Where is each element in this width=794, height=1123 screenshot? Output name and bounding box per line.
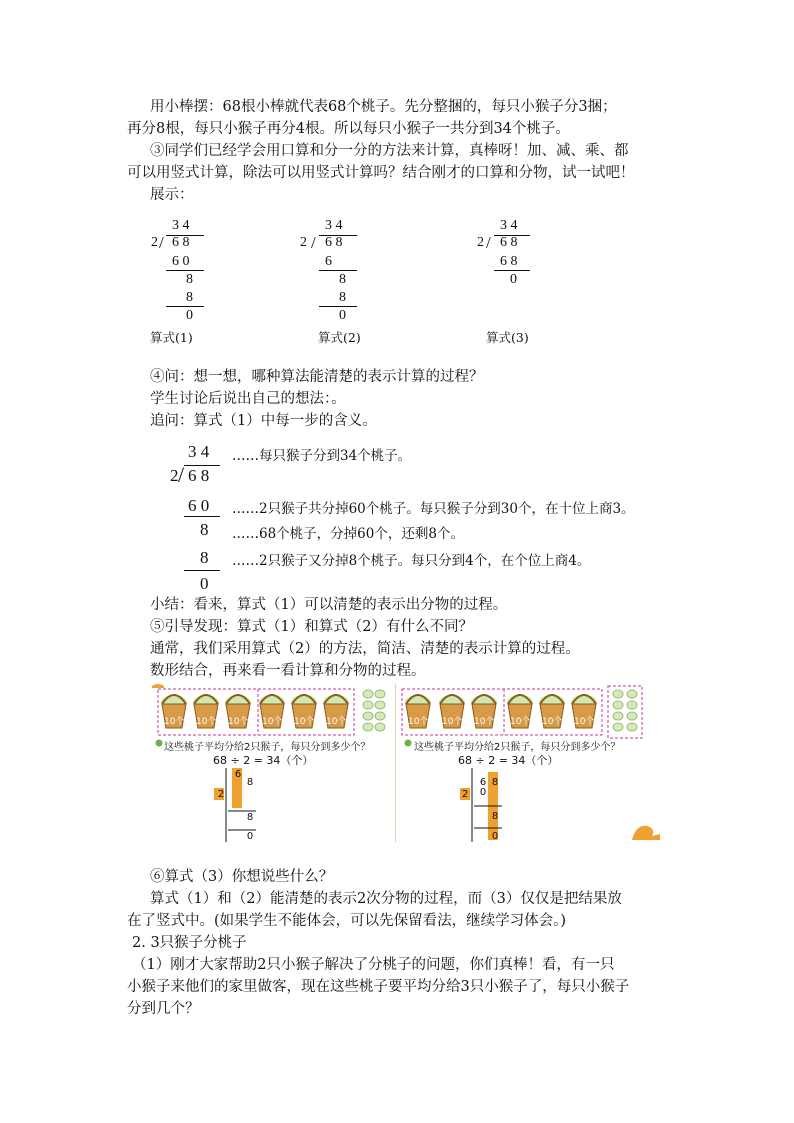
para-10: ⑤引导发现：算式（1）和算式（2）有什么不同？ [150,619,473,635]
basket-label-3: 10个 [228,717,249,727]
basket-label-9: 10个 [474,717,495,727]
step-3: 8 [200,548,209,567]
para-6: ④问：想一想，哪种算法能清楚的表示计算的过程？ [150,369,484,385]
para-5: 展示： [150,187,194,203]
para-12: 数形结合，再来看一看计算和分物的过程。 [150,663,426,679]
figure-equation-right: 68 ÷ 2 = 34（个） [458,754,559,767]
quotient: 3 4 [188,442,210,461]
divisor: 2 [151,235,158,250]
green-bullet [405,740,412,747]
orange-mascot-corner [632,826,660,840]
fig-right-q2: 8 [491,777,499,788]
orange-corner [152,684,164,688]
basket-label-8: 10个 [442,717,463,727]
basket-label-1: 10个 [164,717,185,727]
divisor: 2 [170,466,179,485]
fig-left-q2: 8 [246,777,254,788]
step-4: 0 [339,308,346,323]
dividend: 6 8 [172,235,190,250]
loose-peaches [613,690,637,731]
fig-left-s1: 8 [246,812,254,823]
para-8: 追问：算式（1）中每一步的含义。 [150,413,377,429]
para-11: 通常，我们采用算式（2）的方法，简洁、清楚的表示计算的过程。 [150,641,580,657]
fig-left-q1: 6 [234,769,242,780]
step-2: 8 [200,520,209,539]
step-1: 6 8 [500,254,518,269]
para-7: 学生讨论后说出自己的想法：。 [150,391,346,407]
note-2: ……2只猴子共分掉60个桃子。每只猴子分到30个，在十位上商3。 [232,501,635,517]
step-1: 6 0 [188,496,210,515]
quotient: 3 4 [500,218,518,233]
step-1: 6 [325,254,332,269]
para-2: 再分8根，每只小猴子再分4根。所以每只小猴子一共分到34个桃子。 [127,121,570,137]
dividend: 6 8 [325,235,343,250]
quotient: 3 4 [325,218,343,233]
para-17: （1）刚才大家帮助2只小猴子解决了分桃子的问题，你们真棒！看，有一只 [132,957,615,973]
fig-left-divisor: 2 [217,789,225,800]
para-13: ⑥算式（3）你想说些什么？ [150,869,334,885]
basket-label-10: 10个 [510,717,531,727]
para-18: 小猴子来他们的家里做客，现在这些桃子要平均分给3只小猴子了，每只小猴子 [127,979,630,995]
para-14: 算式（1）和（2）能清楚的表示2次分物的过程，而（3）仅仅是把结果放 [150,891,622,907]
para-1: 用小棒摆：68根小棒就代表68个桃子。先分整捆的，每只小猴子分3捆； [150,99,617,115]
fig-right-divisor: 2 [461,789,469,800]
fig-left-s2: 0 [246,831,254,842]
long-division-2: 3 4 2 / 6 8 6 8 8 0 [297,218,367,328]
calc-label-3: 算式(3) [486,330,529,345]
long-division-3: 3 4 2 / 6 8 6 8 0 [474,218,544,298]
step-4: 0 [186,308,193,323]
figure-question-left: 这些桃子平均分给2只猴子，每只分到多少个？ [164,742,371,753]
explained-division: 3 4 2 / 6 8 6 0 8 8 0 [168,442,228,592]
calc-label-2: 算式(2) [318,330,361,345]
loose-peaches [363,690,385,731]
basket-label-6: 10个 [326,717,347,727]
figure-question-right: 这些桃子平均分给2只猴子，每只分到多少个？ [414,742,621,753]
basket-group-dash [158,689,354,735]
para-4: 可以用竖式计算，除法可以用竖式计算吗？结合刚才的口算和分物，试一试吧！ [127,165,635,181]
divisor: 2 [300,235,307,250]
step-4: 0 [200,574,209,593]
calc-label-1: 算式(1) [150,330,193,345]
para-9: 小结：看来，算式（1）可以清楚的表示出分物的过程。 [150,597,508,613]
step-3: 8 [339,290,346,305]
basket-label-11: 10个 [542,717,563,727]
para-3: ③同学们已经学会用口算和分一分的方法来计算，真棒呀！加、减、乘、都 [150,143,629,159]
para-15: 在了竖式中。(如果学生不能体会，可以先保留看法，继续学习体会。) [127,913,567,929]
divisor: 2 [477,235,484,250]
step-3: 8 [186,290,193,305]
long-division-1: 3 4 2 / 6 8 6 0 8 8 0 [148,218,218,328]
basket-label-2: 10个 [196,717,217,727]
para-16: 2. 3只猴子分桃子 [132,935,247,951]
fig-right-s2: 0 [491,831,499,842]
step-2: 8 [339,272,346,287]
para-19: 分到几个？ [127,1001,200,1017]
step-2: 8 [186,272,193,287]
dividend: 6 8 [500,235,518,250]
quotient: 3 4 [172,218,190,233]
green-bullet [156,740,163,747]
note-3: ……68个桃子，分掉60个，还剩8个。 [232,526,464,542]
basket-icons [161,695,349,728]
basket-label-4: 10个 [262,717,283,727]
figure-equation-left: 68 ÷ 2 = 34（个） [213,754,314,767]
dividend: 6 8 [188,466,210,485]
fig-right-q1: 6 0 [479,777,487,798]
note-4: ……2只猴子又分掉8个桃子。每只分到4个，在个位上商4。 [232,553,591,569]
fig-right-s1: 8 [491,811,499,822]
basket-label-12: 10个 [574,717,595,727]
basket-label-7: 10个 [408,717,429,727]
basket-label-5: 10个 [294,717,315,727]
note-1: ……每只猴子分到34个桃子。 [232,448,412,464]
basket-icons [405,695,597,728]
step-2: 0 [510,272,517,287]
step-1: 6 0 [172,254,190,269]
